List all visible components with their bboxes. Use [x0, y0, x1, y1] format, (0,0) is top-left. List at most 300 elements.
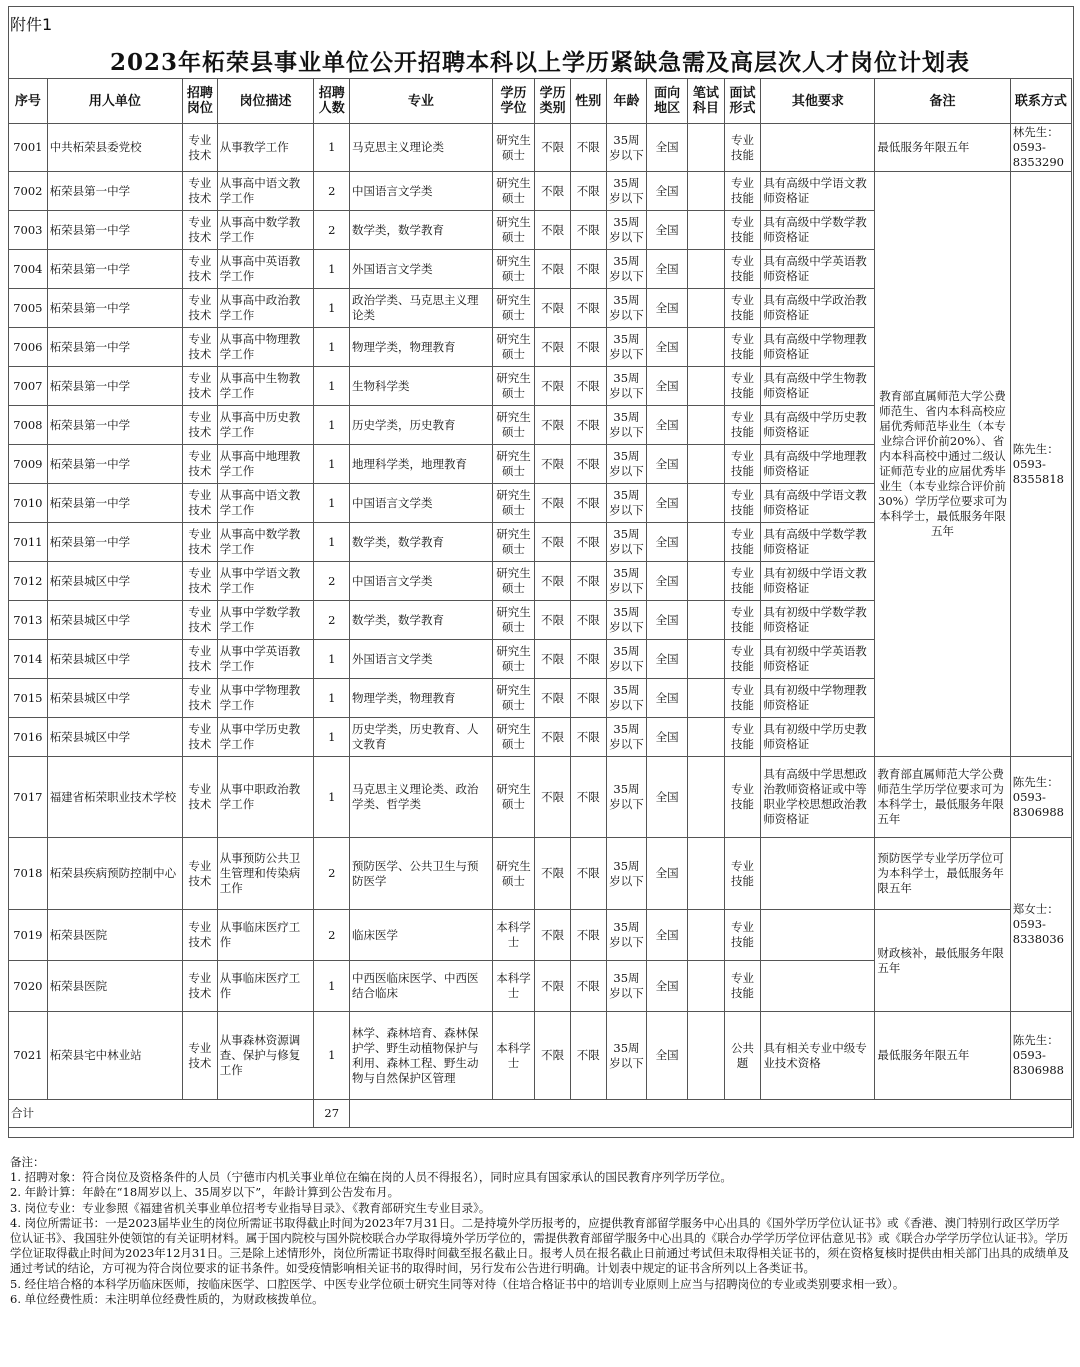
cell-unit: 柘荣县第一中学	[47, 289, 182, 328]
cell-post: 专业技术	[183, 406, 218, 445]
cell-area: 全国	[647, 718, 688, 757]
cell-area: 全国	[647, 910, 688, 961]
cell-age: 35周岁以下	[606, 250, 647, 289]
cell-sex: 不限	[570, 211, 606, 250]
cell-sex: 不限	[570, 961, 606, 1012]
cell-cat: 不限	[535, 289, 571, 328]
cell-sex: 不限	[570, 250, 606, 289]
cell-unit: 柘荣县城区中学	[47, 679, 182, 718]
cell-unit: 柘荣县城区中学	[47, 601, 182, 640]
cell-exam	[688, 523, 725, 562]
cell-edu: 研究生硕士	[492, 838, 535, 910]
cell-exam	[688, 211, 725, 250]
cell-other: 具有高级中学语文教师资格证	[761, 172, 875, 211]
cell-edu: 研究生硕士	[492, 328, 535, 367]
cell-area: 全国	[647, 124, 688, 172]
cell-no: 7003	[9, 211, 48, 250]
cell-interview: 专业技能	[724, 757, 761, 838]
cell-unit: 柘荣县第一中学	[47, 406, 182, 445]
cell-num: 1	[314, 289, 350, 328]
cell-edu: 研究生硕士	[492, 367, 535, 406]
cell-unit: 柘荣县医院	[47, 910, 182, 961]
cell-age: 35周岁以下	[606, 406, 647, 445]
cell-post: 专业技术	[183, 445, 218, 484]
cell-cat: 不限	[535, 211, 571, 250]
cell-interview: 专业技能	[724, 601, 761, 640]
cell-area: 全国	[647, 328, 688, 367]
cell-exam	[688, 718, 725, 757]
cell-major: 数学类，数学教育	[350, 601, 493, 640]
cell-post: 专业技术	[183, 910, 218, 961]
cell-num: 1	[314, 640, 350, 679]
cell-post: 专业技术	[183, 961, 218, 1012]
cell-num: 2	[314, 211, 350, 250]
cell-edu: 研究生硕士	[492, 718, 535, 757]
cell-area: 全国	[647, 211, 688, 250]
cell-cat: 不限	[535, 328, 571, 367]
cell-other: 具有高级中学生物教师资格证	[761, 367, 875, 406]
cell-unit: 柘荣县宅中林业站	[47, 1012, 182, 1100]
cell-desc: 从事中学历史教学工作	[217, 718, 314, 757]
cell-major: 历史学类，历史教育	[350, 406, 493, 445]
cell-desc: 从事中学物理教学工作	[217, 679, 314, 718]
cell-contact: 陈先生：0593-8355818	[1010, 172, 1071, 757]
cell-post: 专业技术	[183, 679, 218, 718]
cell-remark: 最低服务年限五年	[875, 1012, 1010, 1100]
cell-cat: 不限	[535, 640, 571, 679]
cell-interview: 专业技能	[724, 679, 761, 718]
column-header: 序号	[9, 79, 48, 124]
cell-no: 7007	[9, 367, 48, 406]
cell-area: 全国	[647, 838, 688, 910]
cell-desc: 从事中职政治教学工作	[217, 757, 314, 838]
notes-heading: 备注：	[10, 1155, 45, 1169]
cell-unit: 柘荣县第一中学	[47, 523, 182, 562]
cell-interview: 专业技能	[724, 367, 761, 406]
column-header: 性别	[570, 79, 606, 124]
cell-desc: 从事高中数学教学工作	[217, 211, 314, 250]
cell-no: 7011	[9, 523, 48, 562]
cell-other: 具有高级中学思想政治教师资格证或中等职业学校思想政治教师资格证	[761, 757, 875, 838]
cell-interview: 专业技能	[724, 445, 761, 484]
cell-age: 35周岁以下	[606, 211, 647, 250]
cell-edu: 研究生硕士	[492, 406, 535, 445]
cell-other: 具有高级中学语文教师资格证	[761, 484, 875, 523]
cell-unit: 柘荣县第一中学	[47, 211, 182, 250]
cell-exam	[688, 838, 725, 910]
cell-cat: 不限	[535, 445, 571, 484]
cell-edu: 本科学士	[492, 910, 535, 961]
cell-num: 1	[314, 679, 350, 718]
cell-other: 具有初级中学语文教师资格证	[761, 562, 875, 601]
cell-sex: 不限	[570, 445, 606, 484]
cell-sex: 不限	[570, 406, 606, 445]
cell-exam	[688, 562, 725, 601]
cell-age: 35周岁以下	[606, 757, 647, 838]
cell-unit: 柘荣县第一中学	[47, 484, 182, 523]
cell-other: 具有高级中学物理教师资格证	[761, 328, 875, 367]
cell-interview: 公共题	[724, 1012, 761, 1100]
cell-exam	[688, 406, 725, 445]
cell-age: 35周岁以下	[606, 562, 647, 601]
cell-post: 专业技术	[183, 250, 218, 289]
cell-interview: 专业技能	[724, 910, 761, 961]
cell-unit: 柘荣县城区中学	[47, 562, 182, 601]
cell-other	[761, 124, 875, 172]
cell-other: 具有初级中学物理教师资格证	[761, 679, 875, 718]
cell-age: 35周岁以下	[606, 910, 647, 961]
cell-area: 全国	[647, 1012, 688, 1100]
cell-edu: 研究生硕士	[492, 124, 535, 172]
cell-num: 1	[314, 406, 350, 445]
cell-no: 7014	[9, 640, 48, 679]
cell-major: 物理学类，物理教育	[350, 679, 493, 718]
cell-major: 生物科学类	[350, 367, 493, 406]
cell-area: 全国	[647, 445, 688, 484]
cell-no: 7019	[9, 910, 48, 961]
cell-sex: 不限	[570, 601, 606, 640]
cell-no: 7010	[9, 484, 48, 523]
column-header: 学历学位	[492, 79, 535, 124]
cell-desc: 从事高中生物教学工作	[217, 367, 314, 406]
cell-cat: 不限	[535, 562, 571, 601]
cell-desc: 从事森林资源调查、保护与修复工作	[217, 1012, 314, 1100]
cell-no: 7016	[9, 718, 48, 757]
cell-area: 全国	[647, 601, 688, 640]
cell-major: 临床医学	[350, 910, 493, 961]
cell-num: 1	[314, 124, 350, 172]
cell-unit: 柘荣县第一中学	[47, 328, 182, 367]
note-item: 3. 岗位专业：专业参照《福建省机关事业单位招考专业指导目录》、《教育部研究生专业目录》。	[10, 1200, 491, 1215]
cell-desc: 从事高中地理教学工作	[217, 445, 314, 484]
cell-exam	[688, 124, 725, 172]
cell-num: 1	[314, 484, 350, 523]
cell-sex: 不限	[570, 289, 606, 328]
cell-age: 35周岁以下	[606, 679, 647, 718]
cell-unit: 柘荣县城区中学	[47, 640, 182, 679]
cell-post: 专业技术	[183, 523, 218, 562]
cell-contact: 陈先生：0593-8306988	[1010, 1012, 1071, 1100]
cell-interview: 专业技能	[724, 838, 761, 910]
cell-sex: 不限	[570, 484, 606, 523]
cell-other	[761, 961, 875, 1012]
cell-edu: 研究生硕士	[492, 289, 535, 328]
cell-post: 专业技术	[183, 718, 218, 757]
cell-no: 7002	[9, 172, 48, 211]
cell-cat: 不限	[535, 679, 571, 718]
cell-desc: 从事中学英语教学工作	[217, 640, 314, 679]
cell-unit: 福建省柘荣职业技术学校	[47, 757, 182, 838]
note-item: 4. 岗位所需证书：一是2023届毕业生的岗位所需证书取得截止时间为2023年7月31日。二是持境外学历报考的，应提供教育部留学服务中心出具的《国外学历学位认证书》或《香港、澳门特别行政区学历学位认证书》、我国驻外使领馆的有关证明材料。属于国内院校与国外院校联合办学取得境外学历学位的，需提供教育部留学服务中心出具的《联合办学学历学位评估意见书》或《联合办学学历学位认证书》。学历学位证取得截止时间为2023年12月31日。三是除上述情形外，岗位所需证书取得时间截至报名截止日。报考人员在报名截止日前通过考试但未取得相关证书的，须在资格复核时提供由相关部门出具的成绩单及通过考试的结论，方可视为符合岗位要求的证书条件。如受疫情影响相关证书的取得时间，另行发布公告进行明确。计划表中规定的证书含所列以上各类证书。	[10, 1215, 1070, 1276]
cell-exam	[688, 910, 725, 961]
cell-exam	[688, 367, 725, 406]
cell-sex: 不限	[570, 640, 606, 679]
positions-table	[8, 78, 1072, 1128]
cell-post: 专业技术	[183, 367, 218, 406]
cell-area: 全国	[647, 757, 688, 838]
cell-edu: 研究生硕士	[492, 250, 535, 289]
cell-major: 中国语言文学类	[350, 562, 493, 601]
cell-interview: 专业技能	[724, 718, 761, 757]
cell-num: 2	[314, 838, 350, 910]
column-header: 年龄	[606, 79, 647, 124]
cell-area: 全国	[647, 406, 688, 445]
cell-other: 具有高级中学地理教师资格证	[761, 445, 875, 484]
cell-interview: 专业技能	[724, 523, 761, 562]
cell-num: 1	[314, 961, 350, 1012]
cell-sex: 不限	[570, 124, 606, 172]
cell-sex: 不限	[570, 367, 606, 406]
cell-interview: 专业技能	[724, 124, 761, 172]
cell-no: 7021	[9, 1012, 48, 1100]
cell-post: 专业技术	[183, 484, 218, 523]
cell-cat: 不限	[535, 1012, 571, 1100]
cell-num: 2	[314, 562, 350, 601]
cell-edu: 研究生硕士	[492, 757, 535, 838]
table-row	[9, 757, 1072, 838]
cell-cat: 不限	[535, 124, 571, 172]
table-row	[9, 172, 1072, 211]
cell-no: 7009	[9, 445, 48, 484]
cell-interview: 专业技能	[724, 640, 761, 679]
column-header: 其他要求	[761, 79, 875, 124]
cell-num: 1	[314, 523, 350, 562]
cell-exam	[688, 1012, 725, 1100]
column-header: 招聘岗位	[183, 79, 218, 124]
cell-other: 具有高级中学数学教师资格证	[761, 523, 875, 562]
cell-other	[761, 910, 875, 961]
cell-age: 35周岁以下	[606, 445, 647, 484]
cell-desc: 从事高中语文教学工作	[217, 172, 314, 211]
cell-remark: 教育部直属师范大学公费师范生、省内本科高校应届优秀师范毕业生（本专业综合评价前20%）、省内本科高校中通过二级认证师范专业的应届优秀毕业生（本专业综合评价前30%）学历学位要求可为本科学士，最低服务年限五年	[875, 172, 1010, 757]
cell-area: 全国	[647, 562, 688, 601]
cell-age: 35周岁以下	[606, 718, 647, 757]
cell-post: 专业技术	[183, 1012, 218, 1100]
cell-sex: 不限	[570, 910, 606, 961]
cell-unit: 柘荣县第一中学	[47, 172, 182, 211]
cell-other: 具有初级中学历史教师资格证	[761, 718, 875, 757]
cell-edu: 研究生硕士	[492, 640, 535, 679]
cell-cat: 不限	[535, 718, 571, 757]
attachment-label: 附件1	[10, 15, 53, 34]
column-header: 联系方式	[1010, 79, 1071, 124]
cell-sex: 不限	[570, 838, 606, 910]
cell-sex: 不限	[570, 523, 606, 562]
column-header: 专业	[350, 79, 493, 124]
cell-major: 林学、森林培育、森林保护学、野生动植物保护与利用、森林工程、野生动物与自然保护区管理	[350, 1012, 493, 1100]
cell-interview: 专业技能	[724, 562, 761, 601]
cell-post: 专业技术	[183, 562, 218, 601]
cell-remark: 预防医学专业学历学位可为本科学士，最低服务年限五年	[875, 838, 1010, 910]
cell-desc: 从事临床医疗工作	[217, 910, 314, 961]
table-row	[9, 124, 1072, 172]
cell-desc: 从事预防公共卫生管理和传染病工作	[217, 838, 314, 910]
cell-major: 中西医临床医学、中西医结合临床	[350, 961, 493, 1012]
cell-exam	[688, 172, 725, 211]
cell-cat: 不限	[535, 838, 571, 910]
cell-exam	[688, 961, 725, 1012]
cell-num: 1	[314, 328, 350, 367]
cell-cat: 不限	[535, 484, 571, 523]
cell-post: 专业技术	[183, 640, 218, 679]
cell-area: 全国	[647, 250, 688, 289]
cell-no: 7006	[9, 328, 48, 367]
cell-num: 1	[314, 718, 350, 757]
cell-unit: 柘荣县第一中学	[47, 250, 182, 289]
cell-num: 1	[314, 1012, 350, 1100]
cell-cat: 不限	[535, 367, 571, 406]
cell-desc: 从事教学工作	[217, 124, 314, 172]
cell-major: 历史学类，历史教育、人文教育	[350, 718, 493, 757]
cell-edu: 本科学士	[492, 961, 535, 1012]
cell-contact: 郑女士：0593-8338036	[1010, 838, 1071, 1012]
cell-desc: 从事中学数学教学工作	[217, 601, 314, 640]
cell-interview: 专业技能	[724, 211, 761, 250]
page-title: 2023年柘荣县事业单位公开招聘本科以上学历紧缺急需及高层次人才岗位计划表	[109, 49, 970, 76]
cell-age: 35周岁以下	[606, 961, 647, 1012]
cell-exam	[688, 601, 725, 640]
cell-interview: 专业技能	[724, 484, 761, 523]
cell-age: 35周岁以下	[606, 640, 647, 679]
total-row	[9, 1100, 1072, 1128]
cell-post: 专业技术	[183, 211, 218, 250]
cell-major: 中国语言文学类	[350, 484, 493, 523]
cell-num: 2	[314, 601, 350, 640]
cell-major: 物理学类，物理教育	[350, 328, 493, 367]
cell-num: 1	[314, 445, 350, 484]
cell-no: 7004	[9, 250, 48, 289]
cell-num: 1	[314, 757, 350, 838]
cell-desc: 从事高中历史教学工作	[217, 406, 314, 445]
cell-other: 具有高级中学历史教师资格证	[761, 406, 875, 445]
cell-edu: 研究生硕士	[492, 172, 535, 211]
cell-major: 数学类，数学教育	[350, 523, 493, 562]
cell-age: 35周岁以下	[606, 1012, 647, 1100]
cell-interview: 专业技能	[724, 328, 761, 367]
cell-major: 预防医学、公共卫生与预防医学	[350, 838, 493, 910]
cell-unit: 中共柘荣县委党校	[47, 124, 182, 172]
table-row	[9, 838, 1072, 910]
cell-no: 7005	[9, 289, 48, 328]
cell-age: 35周岁以下	[606, 172, 647, 211]
cell-exam	[688, 445, 725, 484]
cell-area: 全国	[647, 523, 688, 562]
cell-no: 7018	[9, 838, 48, 910]
cell-age: 35周岁以下	[606, 484, 647, 523]
cell-desc: 从事高中数学教学工作	[217, 523, 314, 562]
cell-cat: 不限	[535, 406, 571, 445]
note-item: 2. 年龄计算：年龄在“18周岁以上、35周岁以下”，年龄计算到公告发布月。	[10, 1185, 400, 1200]
cell-area: 全国	[647, 289, 688, 328]
cell-post: 专业技术	[183, 601, 218, 640]
cell-sex: 不限	[570, 172, 606, 211]
cell-sex: 不限	[570, 718, 606, 757]
cell-sex: 不限	[570, 757, 606, 838]
cell-remark: 最低服务年限五年	[875, 124, 1010, 172]
cell-cat: 不限	[535, 523, 571, 562]
cell-area: 全国	[647, 640, 688, 679]
cell-cat: 不限	[535, 601, 571, 640]
cell-exam	[688, 757, 725, 838]
cell-sex: 不限	[570, 562, 606, 601]
cell-other: 具有初级中学英语教师资格证	[761, 640, 875, 679]
cell-interview: 专业技能	[724, 250, 761, 289]
cell-post: 专业技术	[183, 757, 218, 838]
cell-edu: 研究生硕士	[492, 211, 535, 250]
note-item: 1. 招聘对象：符合岗位及资格条件的人员（宁德市内机关事业单位在编在岗的人员不得报名），同时应具有国家承认的国民教育序列学历学位。	[10, 1170, 732, 1185]
note-item: 6. 单位经费性质：未注明单位经费性质的，为财政核拨单位。	[10, 1291, 324, 1306]
cell-interview: 专业技能	[724, 961, 761, 1012]
cell-area: 全国	[647, 367, 688, 406]
column-header: 岗位描述	[217, 79, 314, 124]
total-label: 合计	[9, 1100, 314, 1128]
cell-age: 35周岁以下	[606, 328, 647, 367]
cell-interview: 专业技能	[724, 406, 761, 445]
cell-exam	[688, 289, 725, 328]
cell-interview: 专业技能	[724, 289, 761, 328]
cell-other: 具有高级中学英语教师资格证	[761, 250, 875, 289]
cell-cat: 不限	[535, 250, 571, 289]
cell-major: 马克思主义理论类	[350, 124, 493, 172]
cell-major: 中国语言文学类	[350, 172, 493, 211]
table-header-row	[9, 79, 1072, 124]
total-empty	[350, 1100, 1072, 1128]
cell-unit: 柘荣县医院	[47, 961, 182, 1012]
cell-num: 2	[314, 910, 350, 961]
cell-no: 7012	[9, 562, 48, 601]
cell-desc: 从事临床医疗工作	[217, 961, 314, 1012]
cell-interview: 专业技能	[724, 172, 761, 211]
cell-cat: 不限	[535, 910, 571, 961]
cell-cat: 不限	[535, 172, 571, 211]
cell-age: 35周岁以下	[606, 289, 647, 328]
cell-major: 政治学类、马克思主义理论类	[350, 289, 493, 328]
cell-age: 35周岁以下	[606, 124, 647, 172]
cell-num: 1	[314, 367, 350, 406]
cell-sex: 不限	[570, 1012, 606, 1100]
cell-major: 数学类，数学教育	[350, 211, 493, 250]
cell-unit: 柘荣县疾病预防控制中心	[47, 838, 182, 910]
cell-post: 专业技术	[183, 172, 218, 211]
cell-edu: 研究生硕士	[492, 484, 535, 523]
column-header: 备注	[875, 79, 1010, 124]
cell-desc: 从事高中物理教学工作	[217, 328, 314, 367]
table-row	[9, 910, 1072, 961]
cell-major: 地理科学类，地理教育	[350, 445, 493, 484]
cell-area: 全国	[647, 679, 688, 718]
cell-exam	[688, 250, 725, 289]
cell-post: 专业技术	[183, 289, 218, 328]
cell-remark: 教育部直属师范大学公费师范生学历学位要求可为本科学士，最低服务年限五年	[875, 757, 1010, 838]
cell-contact: 陈先生：0593-8306988	[1010, 757, 1071, 838]
cell-age: 35周岁以下	[606, 367, 647, 406]
cell-other: 具有相关专业中级专业技术资格	[761, 1012, 875, 1100]
cell-edu: 研究生硕士	[492, 562, 535, 601]
cell-exam	[688, 328, 725, 367]
cell-no: 7013	[9, 601, 48, 640]
cell-edu: 研究生硕士	[492, 523, 535, 562]
cell-major: 外国语言文学类	[350, 640, 493, 679]
cell-post: 专业技术	[183, 124, 218, 172]
column-header: 招聘人数	[314, 79, 350, 124]
column-header: 笔试科目	[688, 79, 725, 124]
cell-post: 专业技术	[183, 838, 218, 910]
cell-no: 7001	[9, 124, 48, 172]
column-header: 用人单位	[47, 79, 182, 124]
cell-edu: 本科学士	[492, 1012, 535, 1100]
cell-unit: 柘荣县第一中学	[47, 367, 182, 406]
cell-age: 35周岁以下	[606, 601, 647, 640]
